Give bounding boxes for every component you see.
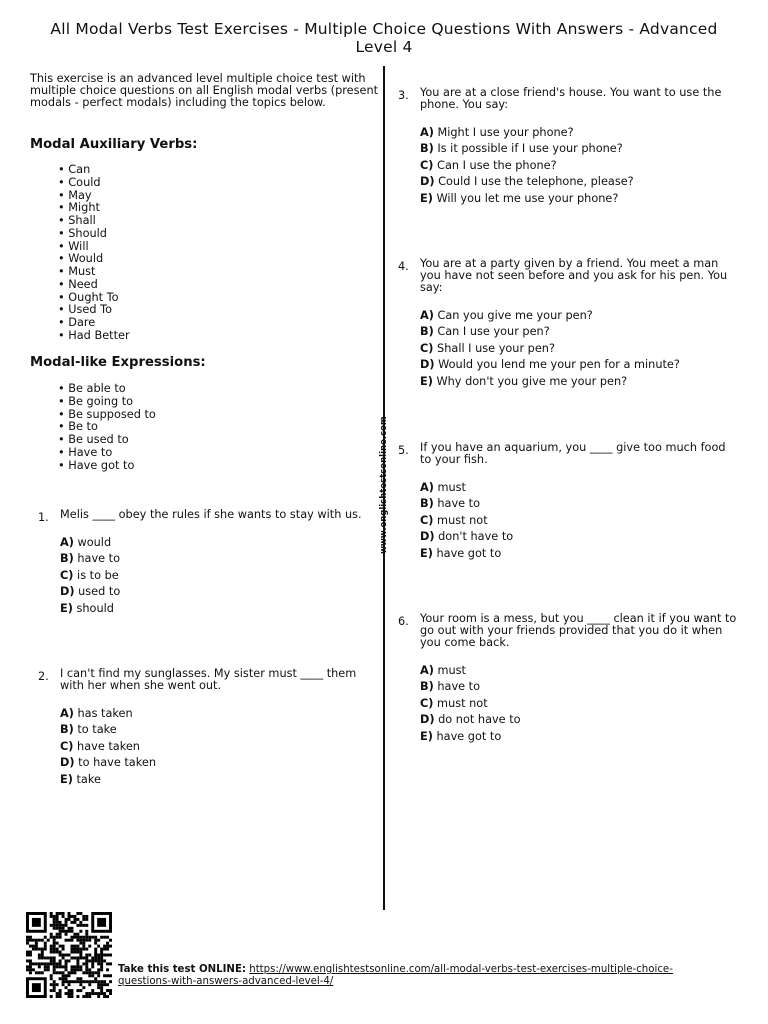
answer-option[interactable] xyxy=(420,480,740,496)
option-text: don't have to xyxy=(434,530,514,544)
option-letter: C) xyxy=(420,513,434,527)
list-item: • Must xyxy=(58,266,130,279)
option-text: Can I use the phone? xyxy=(433,158,557,172)
question-5 xyxy=(398,441,740,562)
answer-option[interactable] xyxy=(60,551,378,567)
answer-option[interactable] xyxy=(60,739,378,755)
intro-paragraph: This exercise is an advanced level multiple choice test with multiple choice questions on all English modal verbs (present modals - perfect modals) including the topics below. xyxy=(30,72,379,109)
option-text: do not have to xyxy=(434,713,521,727)
answer-option[interactable] xyxy=(420,696,740,712)
question-1 xyxy=(38,508,378,617)
option-letter: C) xyxy=(420,341,434,355)
list-item: • Have to xyxy=(58,447,156,460)
option-text: have to xyxy=(433,680,481,694)
answer-option[interactable] xyxy=(420,546,740,562)
option-letter: E) xyxy=(420,546,433,560)
option-letter: E) xyxy=(420,729,433,743)
footer xyxy=(118,964,718,988)
option-letter: E) xyxy=(60,601,73,615)
option-text: Why don't you give me your pen? xyxy=(432,374,628,388)
answer-option[interactable] xyxy=(60,535,378,551)
question-stem: You are at a party given by a friend. You meet a man you have not seen before and you ask for his pen. You say: xyxy=(420,257,728,294)
answer-option[interactable] xyxy=(420,729,740,745)
answer-option[interactable] xyxy=(420,357,740,373)
question-number: 2. xyxy=(38,670,49,683)
option-text: to take xyxy=(73,723,117,737)
option-text: Can you give me your pen? xyxy=(433,309,593,322)
option-letter: D) xyxy=(420,713,435,727)
option-text: have to xyxy=(433,497,481,511)
question-stem: If you have an aquarium, you ____ give too much food to your fish. xyxy=(420,441,726,466)
option-letter: B) xyxy=(420,142,434,156)
question-number: 4. xyxy=(398,260,409,273)
option-letter: A) xyxy=(420,481,434,494)
option-text: have taken xyxy=(73,739,140,753)
answer-options xyxy=(420,308,740,390)
question-stem: Your room is a mess, but you ____ clean it if you want to go out with your friends provided that you do it when you come back. xyxy=(420,612,737,649)
option-text: should xyxy=(72,601,114,615)
list-item: • Dare xyxy=(58,317,130,330)
option-letter: B) xyxy=(60,723,74,737)
option-letter: D) xyxy=(420,358,435,372)
list-item: • Can xyxy=(58,164,130,177)
option-letter: A) xyxy=(60,536,74,549)
option-text: Will you let me use your phone? xyxy=(432,191,619,205)
option-letter: C) xyxy=(60,568,74,582)
question-number: 3. xyxy=(398,89,409,102)
list-item: • Will xyxy=(58,241,130,254)
list-item: • Be going to xyxy=(58,396,156,409)
qr-code-icon[interactable] xyxy=(26,912,112,998)
answer-option[interactable] xyxy=(420,341,740,357)
list-item: • Be used to xyxy=(58,434,156,447)
list-item: • Ought To xyxy=(58,292,130,305)
answer-option[interactable] xyxy=(60,568,378,584)
answer-option[interactable] xyxy=(420,141,740,157)
list-item: • Have got to xyxy=(58,460,156,473)
list-item: • Should xyxy=(58,228,130,241)
answer-options xyxy=(60,535,378,617)
page-title: All Modal Verbs Test Exercises - Multiple Choice Questions With Answers - Advanced Level 4 xyxy=(50,20,718,56)
answer-option[interactable] xyxy=(420,374,740,390)
answer-option[interactable] xyxy=(420,125,740,141)
list-item: • Shall xyxy=(58,215,130,228)
answer-option[interactable] xyxy=(420,496,740,512)
modal-auxiliary-list xyxy=(58,164,130,343)
answer-options xyxy=(420,663,740,745)
footer-label: Take this test ONLINE: xyxy=(118,964,246,975)
option-text: to have taken xyxy=(74,756,156,770)
list-item: • Would xyxy=(58,253,130,266)
answer-option[interactable] xyxy=(60,584,378,600)
option-letter: A) xyxy=(420,126,434,139)
question-2 xyxy=(38,667,378,788)
option-letter: B) xyxy=(60,552,74,566)
option-letter: C) xyxy=(420,158,434,172)
option-letter: A) xyxy=(420,309,434,322)
answer-options xyxy=(60,706,378,788)
option-letter: D) xyxy=(60,585,75,599)
answer-option[interactable] xyxy=(420,324,740,340)
option-text: Might I use your phone? xyxy=(433,126,574,139)
option-text: take xyxy=(72,772,101,786)
option-letter: B) xyxy=(420,680,434,694)
answer-options xyxy=(420,125,740,207)
option-text: Is it possible if I use your phone? xyxy=(433,142,623,156)
answer-options xyxy=(420,480,740,562)
list-item: • Used To xyxy=(58,304,130,317)
option-text: have got to xyxy=(432,546,502,560)
option-text: is to be xyxy=(73,568,119,582)
option-letter: B) xyxy=(420,497,434,511)
question-number: 1. xyxy=(38,511,49,524)
option-letter: C) xyxy=(420,696,434,710)
option-text: must xyxy=(433,481,466,494)
question-stem: I can't find my sunglasses. My sister must ____ them with her when she went out. xyxy=(60,667,357,692)
footer-link[interactable]: https://www.englishtestsonline.com/all-modal-verbs-test-exercises-multiple-choice-questions-with-answers-advanced-level-4/ xyxy=(118,964,673,987)
answer-option[interactable] xyxy=(420,529,740,545)
option-letter: E) xyxy=(420,191,433,205)
list-item: • Be supposed to xyxy=(58,409,156,422)
modal-auxiliary-heading: Modal Auxiliary Verbs: xyxy=(30,137,198,152)
question-stem: Melis ____ obey the rules if she wants to stay with us. xyxy=(60,508,362,521)
list-item: • Need xyxy=(58,279,130,292)
question-number: 5. xyxy=(398,444,409,457)
answer-option[interactable] xyxy=(420,158,740,174)
answer-option[interactable] xyxy=(60,755,378,771)
option-text: Can I use your pen? xyxy=(433,325,550,339)
option-text: must xyxy=(433,664,466,677)
modal-like-heading: Modal-like Expressions: xyxy=(30,355,206,370)
option-text: must not xyxy=(433,513,488,527)
option-letter: C) xyxy=(60,739,74,753)
option-letter: D) xyxy=(420,175,435,189)
option-letter: B) xyxy=(420,325,434,339)
answer-option[interactable] xyxy=(420,513,740,529)
option-text: would xyxy=(73,536,112,549)
answer-option[interactable] xyxy=(420,308,740,324)
answer-option[interactable] xyxy=(420,712,740,728)
option-text: has taken xyxy=(73,707,133,720)
list-item: • May xyxy=(58,190,130,203)
question-number: 6. xyxy=(398,615,409,628)
answer-option[interactable] xyxy=(420,663,740,679)
question-stem: You are at a close friend's house. You want to use the phone. You say: xyxy=(420,86,722,111)
option-text: Shall I use your pen? xyxy=(433,341,555,355)
answer-option[interactable] xyxy=(60,722,378,738)
answer-option[interactable] xyxy=(60,772,378,788)
list-item: • Be able to xyxy=(58,383,156,396)
answer-option[interactable] xyxy=(60,601,378,617)
option-letter: A) xyxy=(420,664,434,677)
answer-option[interactable] xyxy=(420,191,740,207)
option-text: have to xyxy=(73,552,121,566)
answer-option[interactable] xyxy=(420,174,740,190)
question-4 xyxy=(398,257,740,390)
option-text: Could I use the telephone, please? xyxy=(434,175,634,189)
question-6 xyxy=(398,612,740,745)
question-3 xyxy=(398,86,740,207)
watermark-vertical: www.englishtestsonline.com xyxy=(379,416,389,554)
list-item: • Be to xyxy=(58,421,156,434)
list-item: • Had Better xyxy=(58,330,130,343)
list-item: • Could xyxy=(58,177,130,190)
answer-option[interactable] xyxy=(60,706,378,722)
option-text: Would you lend me your pen for a minute? xyxy=(434,358,680,372)
option-text: have got to xyxy=(432,729,502,743)
option-letter: D) xyxy=(420,530,435,544)
option-text: used to xyxy=(74,585,121,599)
option-text: must not xyxy=(433,696,488,710)
option-letter: E) xyxy=(60,772,73,786)
option-letter: E) xyxy=(420,374,433,388)
option-letter: A) xyxy=(60,707,74,720)
modal-like-list xyxy=(58,383,156,472)
list-item: • Might xyxy=(58,202,130,215)
answer-option[interactable] xyxy=(420,679,740,695)
option-letter: D) xyxy=(60,756,75,770)
